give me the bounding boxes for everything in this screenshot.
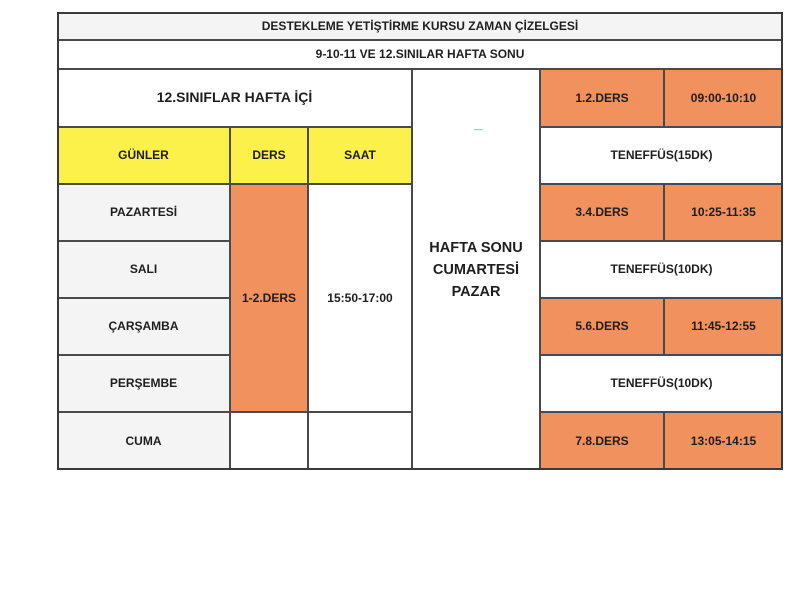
day-label: PERŞEMBE [109,376,178,390]
day-cell-thursday [57,355,230,412]
schedule-title [57,12,783,40]
friday-time-empty [308,412,412,470]
day-label: ÇARŞAMBA [108,319,179,333]
weekday-lesson-cell [230,184,308,412]
weekend-time-cell [664,184,783,241]
schedule-title-text: DESTEKLEME YETİŞTİRME KURSU ZAMAN ÇİZELGESİ [261,18,579,33]
weekend-time-text: 09:00-10:10 [690,90,757,105]
weekend-label-line: HAFTA SONU [429,239,523,256]
weekend-lesson-text: 3.4.DERS [575,205,629,219]
column-header-lesson [230,127,308,184]
weekend-lesson-text: 7.8.DERS [575,433,629,448]
schedule-subtitle-text: 9-10-11 VE 12.SINILAR HAFTA SONU [315,47,525,61]
weekend-time-cell [664,412,783,470]
weekend-label-line: CUMARTESİ [432,261,520,278]
column-header-days-text: GÜNLER [118,148,169,162]
break-cell [540,241,783,298]
break-cell [540,127,783,184]
weekend-lesson-cell [540,69,664,127]
weekend-lesson-cell [540,184,664,241]
break-text: TENEFFÜS(10DK) [610,376,713,390]
day-cell-tuesday [57,241,230,298]
weekend-lesson-cell [540,298,664,355]
day-cell-monday [57,184,230,241]
weekday-lesson-text: 1-2.DERS [241,290,297,305]
column-header-days [57,127,230,184]
break-text: TENEFFÜS(10DK) [610,262,713,276]
weekend-time-cell [664,69,783,127]
weekend-label-line: PAZAR [451,283,501,300]
day-cell-wednesday [57,298,230,355]
weekend-time-cell [664,298,783,355]
weekend-time-text: 11:45-12:55 [691,319,756,333]
weekday-time-text: 15:50-17:00 [327,290,393,305]
break-text: TENEFFÜS(15DK) [610,148,713,162]
column-header-lesson-text: DERS [252,148,286,162]
day-cell-friday [57,412,230,470]
friday-lesson-empty [230,412,308,470]
weekday-title-text: 12.SINIFLAR HAFTA İÇİ [156,89,313,106]
schedule-subtitle [57,40,783,69]
weekend-time-text: 10:25-11:35 [691,205,756,219]
scan-speck: — [474,124,483,134]
day-label: CUMA [125,433,162,448]
weekday-time-cell [308,184,412,412]
column-header-time-text: SAAT [344,148,376,162]
weekend-lesson-text: 1.2.DERS [575,90,629,105]
break-cell [540,355,783,412]
column-header-time [308,127,412,184]
day-label: SALI [129,262,158,276]
weekend-time-text: 13:05-14:15 [690,433,757,448]
weekday-title [57,69,412,127]
day-label: PAZARTESİ [109,205,178,219]
weekend-lesson-text: 5.6.DERS [575,319,629,333]
weekend-lesson-cell [540,412,664,470]
